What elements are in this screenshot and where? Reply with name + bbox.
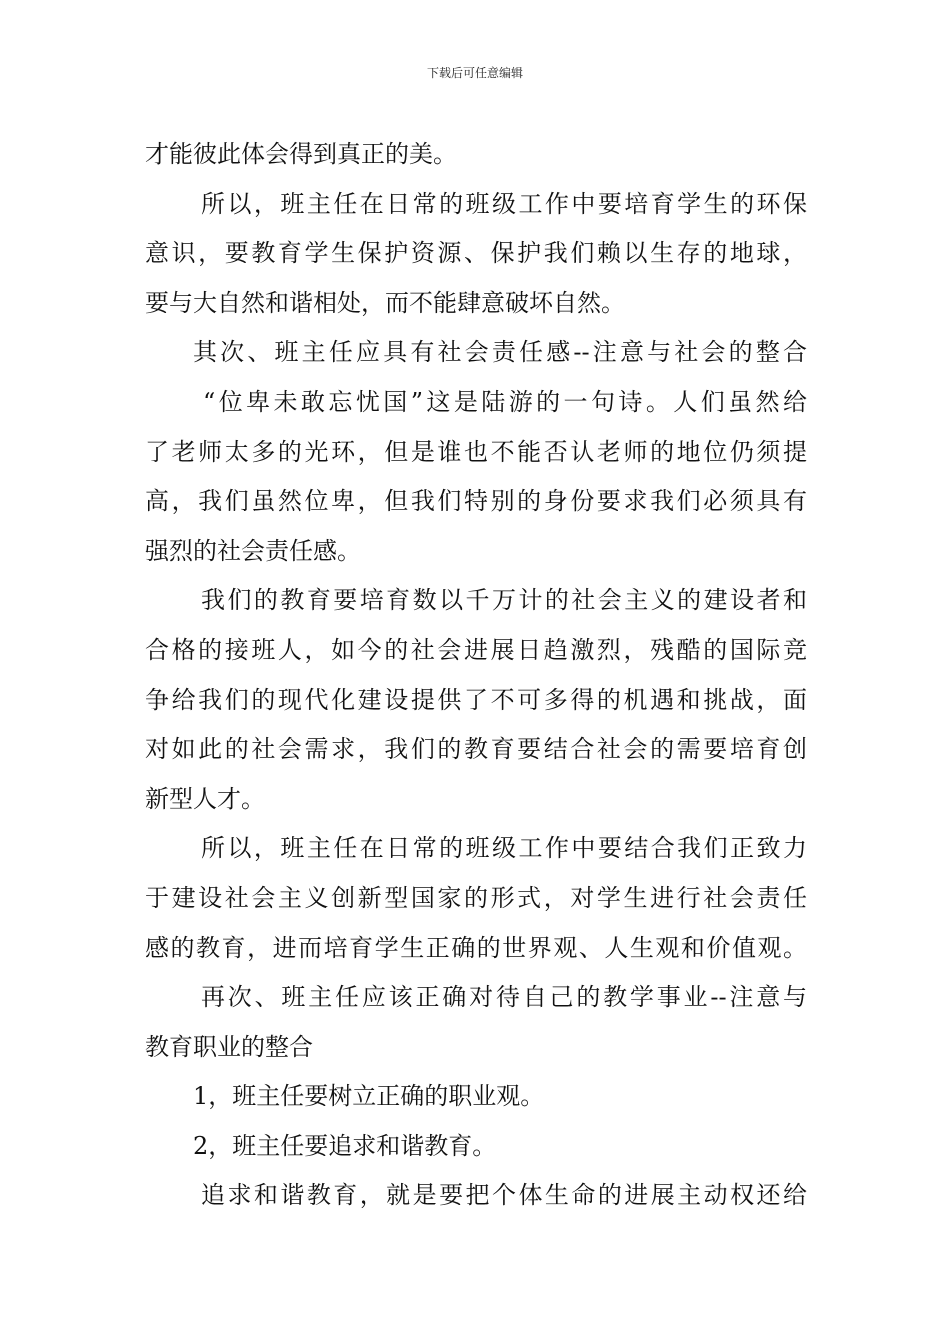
text-line: 所以，班主任在日常的班级工作中要结合我们正致力: [201, 834, 807, 863]
text-line: 新型人才。: [145, 784, 265, 813]
list-item: 1，班主任要树立正确的职业观。: [193, 1082, 545, 1111]
text-line: 合格的接班人，如今的社会进展日趋激烈，残酷的国际竞: [145, 635, 807, 664]
text-line: 要与大自然和谐相处，而不能肆意破坏自然。: [145, 288, 625, 317]
section-heading-continued: 教育职业的整合: [145, 1032, 313, 1061]
text-line: 高，我们虽然位卑，但我们特别的身份要求我们必须具有: [145, 487, 807, 516]
text-line: 强烈的社会责任感。: [145, 536, 361, 565]
text-line: 所以，班主任在日常的班级工作中要培育学生的环保: [201, 189, 807, 218]
section-heading: 再次、班主任应该正确对待自己的教学事业--注意与: [201, 983, 807, 1012]
page-header: 下载后可任意编辑: [426, 66, 523, 80]
text-line: 争给我们的现代化建设提供了不可多得的机遇和挑战，面: [145, 685, 807, 714]
text-line: 了老师太多的光环，但是谁也不能否认老师的地位仍须提: [145, 437, 807, 466]
text-line: 于建设社会主义创新型国家的形式，对学生进行社会责任: [145, 883, 807, 912]
list-item: 2，班主任要追求和谐教育。: [193, 1131, 497, 1160]
text-line: 对如此的社会需求，我们的教育要结合社会的需要培育创: [145, 735, 807, 764]
section-heading: 其次、班主任应具有社会责任感--注意与社会的整合: [193, 338, 807, 367]
text-line: 我们的教育要培育数以千万计的社会主义的建设者和: [201, 586, 807, 615]
text-line: 追求和谐教育，就是要把个体生命的进展主动权还给: [201, 1181, 807, 1210]
text-line: 感的教育，进而培育学生正确的世界观、人生观和价值观。: [145, 933, 807, 962]
text-line: “位卑未敢忘忧国”这是陆游的一句诗。人们虽然给: [203, 387, 807, 416]
body-text: [145, 130, 807, 1221]
text-line: 意识，要教育学生保护资源、保护我们赖以生存的地球，: [145, 239, 807, 268]
text-line: 才能彼此体会得到真正的美。: [145, 140, 457, 168]
